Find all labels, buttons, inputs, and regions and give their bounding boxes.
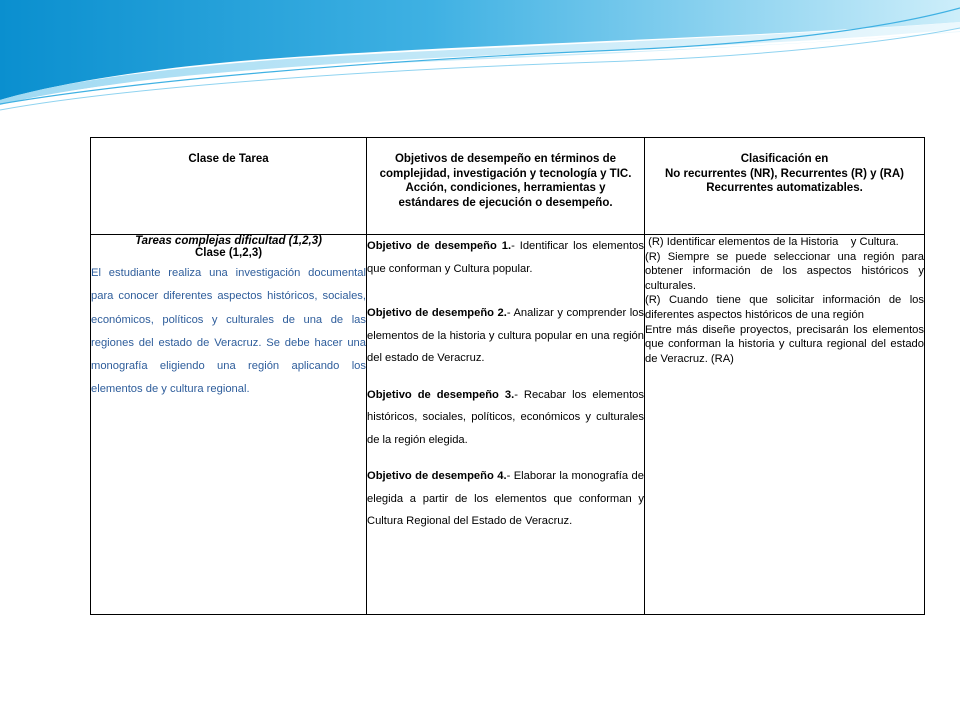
task-classification-table <box>90 137 925 615</box>
objective-text: - Identificar los elementos que conforman y Cultura popular. <box>367 240 644 275</box>
header-row <box>91 138 925 235</box>
objectives-cell <box>367 235 645 615</box>
objective-label: Objetivo de desempeño 1. <box>367 240 512 252</box>
objective-2 <box>367 302 644 370</box>
objective-1 <box>367 235 644 280</box>
header-line: Recurrentes automatizables. <box>706 182 863 194</box>
classification-cell <box>645 235 925 615</box>
header-clasificacion <box>645 138 925 235</box>
objective-label: Objetivo de desempeño 3. <box>367 388 515 401</box>
objective-4 <box>367 465 644 533</box>
objective-3 <box>367 384 644 452</box>
task-title: Tareas complejas dificultad (1,2,3) <box>135 235 322 247</box>
header-line: Acción, condiciones, herramientas y <box>405 182 606 194</box>
header-line: Objetivos de desempeño en términos de <box>394 153 617 165</box>
classification-item: Entre más diseñe proyectos, precisarán los elementos que conforman la historia y cultura regional del estado de Veracruz. (RA) <box>645 323 924 365</box>
classification-item: (R) Siempre se puede seleccionar una región para obtener información de los aspectos históricos y culturales. <box>645 250 924 292</box>
header-clase-de-tarea <box>91 138 367 235</box>
objective-text: - Recabar los elementos históricos, sociales, políticos, económicos y culturales de la región elegida. <box>367 388 644 446</box>
task-description-cell <box>91 235 367 615</box>
task-subtitle: Clase (1,2,3) <box>194 247 263 259</box>
task-body: El estudiante realiza una investigación documental para conocer diferentes aspectos históricos, sociales, económicos, políticos y culturales de una de las regiones del estado de Veracruz. Se debe hacer una monografía eligiendo una región aplicando los elementos de y cultura regional. <box>91 267 366 396</box>
header-line: Clasificación en <box>740 153 829 165</box>
header-line: complejidad, investigación y tecnología y TIC. <box>379 167 632 180</box>
objective-text: - Analizar y comprender los elementos de la historia y cultura popular en una región del estado de Veracruz. <box>367 307 644 364</box>
header-line: Clase de Tarea <box>188 153 269 165</box>
header-wave-decoration <box>0 0 960 120</box>
header-line: No recurrentes (NR), Recurrentes (R) y (RA) <box>665 167 904 180</box>
objective-label: Objetivo de desempeño 2. <box>367 307 507 319</box>
content-row <box>91 235 925 615</box>
header-objetivos <box>367 138 645 235</box>
header-line: estándares de ejecución o desempeño. <box>398 196 613 209</box>
classification-item: (R) Identificar elementos de la Historia y Cultura. <box>645 236 899 248</box>
classification-item: (R) Cuando tiene que solicitar información de los diferentes aspectos históricos de una región <box>645 294 924 321</box>
objective-text: - Elaborar la monografía de elegida a partir de los elementos que conforman y Cultura Regional del Estado de Veracruz. <box>367 470 644 527</box>
objective-label: Objetivo de desempeño 4. <box>367 470 507 482</box>
